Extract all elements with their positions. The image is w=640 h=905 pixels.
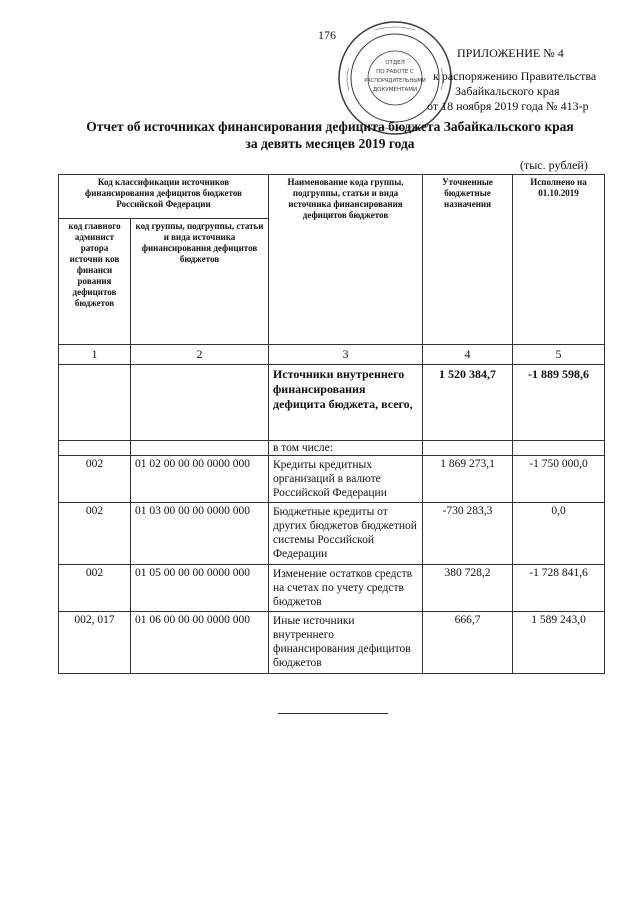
appendix-block: [425, 46, 630, 114]
row-planned: 666,7: [423, 612, 513, 674]
row-admin-code: 002: [59, 456, 131, 503]
row-source-code: 01 02 00 00 00 0000 000: [131, 456, 269, 503]
stamp-line-2: ПО РАБОТЕ С: [376, 69, 414, 75]
row-planned: 1 869 273,1: [423, 456, 513, 503]
title-line-1: Отчет об источниках финансирования дефицита бюджета Забайкальского края: [86, 119, 574, 134]
total-row: [59, 365, 605, 441]
table-row: [59, 612, 605, 674]
including-row: [59, 441, 605, 456]
row-name: Бюджетные кредиты от других бюджетов бюджетной системы Российской Федерации: [269, 503, 423, 565]
row-source-code: 01 06 00 00 00 0000 000: [131, 612, 269, 674]
row-executed: -1 750 000,0: [513, 456, 605, 503]
column-number: 2: [131, 345, 269, 365]
table-row: [59, 503, 605, 565]
row-name: Изменение остатков средств на счетах по учету средств бюджетов: [269, 565, 423, 612]
row-executed: 0,0: [513, 503, 605, 565]
row-executed: 1 589 243,0: [513, 612, 605, 674]
appendix-date: от 18 ноября 2019 года № 413-р: [427, 99, 589, 113]
financing-sources-table: [58, 174, 605, 674]
column-number: 3: [269, 345, 423, 365]
column-number: 5: [513, 345, 605, 365]
header-planned: Уточненные бюджетные назначения: [423, 175, 513, 345]
total-executed: -1 889 598,6: [513, 365, 605, 441]
appendix-region: Забайкальского края: [455, 84, 560, 98]
document-title: [40, 118, 620, 152]
stamp-line-4: ДОКУМЕНТАМИ: [372, 87, 418, 93]
including-label: в том числе:: [269, 441, 423, 456]
column-numbers-row: [59, 345, 605, 365]
header-name: Наименование кода группы, подгруппы, статьи и вида источника финансирования дефицитов бюджетов: [269, 175, 423, 345]
row-name: Кредиты кредитных организаций в валюте Российской Федерации: [269, 456, 423, 503]
row-planned: -730 283,3: [423, 503, 513, 565]
end-divider: [278, 713, 388, 714]
header-source-code: код группы, подгруппы, статьи и вида источника финансирования дефицитов бюджетов: [131, 219, 269, 345]
stamp-line-3: РАСПОРЯДИТЕЛЬНЫМИ: [364, 78, 426, 84]
row-planned: 380 728,2: [423, 565, 513, 612]
row-name: Иные источники внутреннего финансирования дефицитов бюджетов: [269, 612, 423, 674]
appendix-number: ПРИЛОЖЕНИЕ № 4: [457, 46, 564, 60]
total-planned: 1 520 384,7: [423, 365, 513, 441]
column-number: 1: [59, 345, 131, 365]
header-executed: Исполнено на 01.10.2019: [513, 175, 605, 345]
total-name: Источники внутреннего финансирования дефицита бюджета, всего,: [269, 365, 423, 441]
table-row: [59, 456, 605, 503]
row-admin-code: 002: [59, 565, 131, 612]
row-source-code: 01 03 00 00 00 0000 000: [131, 503, 269, 565]
row-source-code: 01 05 00 00 00 0000 000: [131, 565, 269, 612]
appendix-order: к распоряжению Правительства: [433, 69, 597, 83]
header-classification-group: Код классификации источников финансирования дефицитов бюджетов Российской Федерации: [59, 175, 269, 219]
row-admin-code: 002, 017: [59, 612, 131, 674]
row-admin-code: 002: [59, 503, 131, 565]
page-number: 176: [318, 28, 336, 42]
stamp-line-1: ОТДЕЛ: [385, 60, 405, 66]
header-admin-code: код главного админист ратора источни ков финанси рования дефицитов бюджетов: [59, 219, 131, 345]
title-line-2: за девять месяцев 2019 года: [245, 136, 415, 151]
table-row: [59, 565, 605, 612]
column-number: 4: [423, 345, 513, 365]
row-executed: -1 728 841,6: [513, 565, 605, 612]
units-label: (тыс. рублей): [520, 158, 588, 172]
